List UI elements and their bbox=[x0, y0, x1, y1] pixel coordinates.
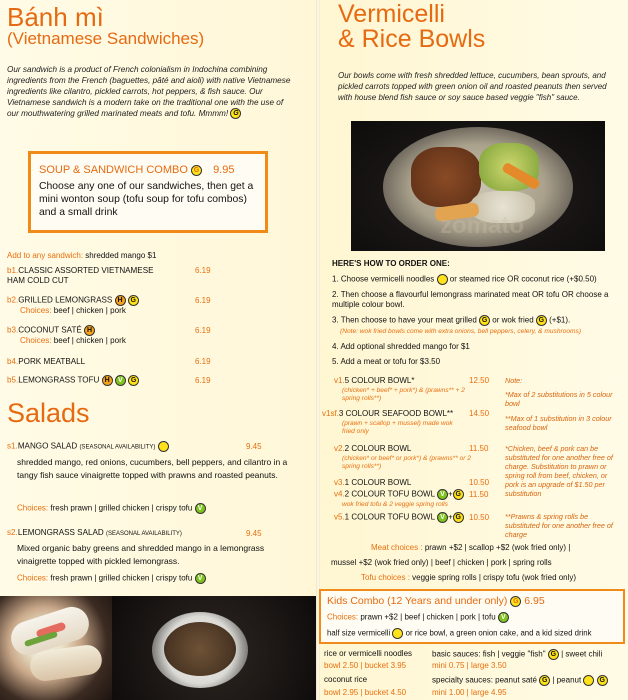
hot-icon: H bbox=[102, 375, 113, 386]
kids-desc-row bbox=[327, 628, 592, 639]
choices-label: Choices: bbox=[327, 612, 359, 622]
gluten-free-icon: G bbox=[453, 489, 464, 500]
soup-sandwich-combo-box bbox=[28, 151, 268, 233]
salad-s1-choices bbox=[17, 503, 206, 514]
choices-label: Choices: bbox=[20, 306, 52, 315]
menu-item-b2 bbox=[7, 295, 197, 316]
bowl-v2 bbox=[334, 444, 411, 454]
bowl-v1sf bbox=[322, 409, 453, 419]
choices-text: fresh prawn | grilled chicken | crispy tofu bbox=[50, 573, 193, 583]
item-price: 9.45 bbox=[246, 442, 262, 451]
banh-mi-intro-text: Our sandwich is a product of French colonialism in Indochina combining ingredients from the French (baguettes, pâté and aioli) with native Vietnamese ingredients like cilantro, pickled carrots, hot peppers, & fish sauce. Our Vietnamese sandwich is a modern take on the traditional one with the use of our mouthwatering grilled marinated meats and tofu. Mmmm! bbox=[7, 65, 291, 118]
note-2: **Max of 1 substitution in 3 colour seafood bowl bbox=[505, 414, 612, 432]
side-name: | sweet chili bbox=[561, 649, 603, 659]
salad-s2-choices bbox=[17, 573, 206, 584]
item-name: LEMONGRASS SALAD bbox=[17, 528, 104, 537]
vegetarian-icon: V bbox=[115, 375, 126, 386]
basic-sauces-row bbox=[432, 649, 602, 660]
item-sub: wok fried tofu & 2 veggie spring rolls bbox=[342, 501, 448, 508]
side-name: basic sauces: fish | veggie "fish" bbox=[432, 649, 546, 659]
gluten-free-icon: G bbox=[191, 165, 202, 176]
kids-desc: half size vermicelli bbox=[327, 628, 391, 638]
sauce bbox=[164, 622, 236, 676]
kids-combo-box bbox=[319, 589, 625, 644]
step-text: or steamed rice OR coconut rice (+$0.50) bbox=[449, 274, 597, 284]
menu-item-b3 bbox=[7, 325, 197, 346]
mild-icon bbox=[158, 441, 169, 452]
item-name: MANGO SALAD bbox=[17, 441, 78, 451]
item-note: (SEASONAL AVAILABILITY) bbox=[105, 531, 182, 537]
item-price: 10.50 bbox=[469, 513, 490, 522]
meat-choices-text-2: mussel +$2 (wok fried only) | beef | chicken | pork | spring rolls bbox=[331, 558, 552, 567]
tofu-choices-text: veggie spring rolls | crispy tofu (wok fried only) bbox=[412, 573, 577, 582]
item-number: s2. bbox=[7, 528, 18, 537]
how-to-order-title: HERE'S HOW TO ORDER ONE: bbox=[332, 259, 450, 268]
step-text: (+$1). bbox=[549, 315, 571, 325]
side-name: coconut rice bbox=[324, 675, 368, 684]
side-name: rice or vermicelli noodles bbox=[324, 649, 413, 658]
kids-choices-row bbox=[327, 612, 509, 623]
banh-mi-title: Bánh mì bbox=[7, 2, 104, 32]
combo-price: 9.95 bbox=[213, 164, 235, 176]
choices-text: beef | chicken | pork bbox=[53, 336, 126, 345]
side-prices: mini 0.75 | large 3.50 bbox=[432, 661, 507, 670]
tofu-choices-label: Tofu choices : bbox=[361, 573, 410, 582]
spring-roll-photo bbox=[0, 596, 112, 700]
step-note: (Note: wok fried bowls come with extra onions, bell peppers, celery, & mushrooms) bbox=[340, 328, 582, 335]
vegetarian-icon: V bbox=[437, 512, 448, 523]
gluten-free-icon: G bbox=[128, 295, 139, 306]
item-note: (SEASONAL AVAILABILITY) bbox=[79, 444, 156, 451]
step-text: 1. Choose vermicelli noodles bbox=[332, 274, 435, 284]
gluten-free-icon: G bbox=[510, 596, 521, 607]
mild-icon bbox=[392, 628, 403, 639]
side-prices: bowl 2.95 | bucket 4.50 bbox=[324, 688, 407, 697]
item-name: 1 COLOUR BOWL bbox=[344, 478, 412, 487]
kids-title: Kids Combo (12 Years and under only) bbox=[327, 595, 508, 607]
bowl-v1 bbox=[334, 376, 414, 386]
choices-label: Choices: bbox=[17, 573, 49, 583]
mild-icon bbox=[437, 274, 448, 285]
banh-mi-intro bbox=[7, 64, 295, 119]
item-number: b4. bbox=[7, 357, 19, 366]
item-description: shredded mango, red onions, cucumbers, bell peppers, and cilantro in a tangy fish sauce vinaigrette topped with prawns and roasted peanuts. bbox=[17, 457, 288, 480]
choices-label: Choices: bbox=[20, 336, 52, 345]
item-price: 6.19 bbox=[195, 326, 211, 335]
banh-mi-section bbox=[7, 4, 204, 48]
side-name: specialty sauces: peanut saté bbox=[432, 675, 537, 685]
dipping-sauce-photo bbox=[112, 596, 316, 700]
item-number: v1. bbox=[334, 376, 345, 385]
choices-text: fresh prawn | grilled chicken | crispy tofu bbox=[50, 503, 193, 513]
step-text: or wok fried bbox=[492, 315, 534, 325]
meat-choices-row bbox=[371, 543, 570, 553]
vermicelli-intro: Our bowls come with fresh shredded lettuce, cucumbers, bean sprouts, and pickled carrots topped with green onion oil and roasted peanuts then served with house blend fish sauce or soy sauce based veggie "fish" sauce. bbox=[338, 71, 607, 102]
tofu-choices-row bbox=[361, 573, 576, 583]
addon-label: Add to any sandwich: bbox=[7, 251, 84, 260]
salad-item-s2 bbox=[7, 528, 265, 539]
note-4: **Prawns & spring rolls be substituted for one another free of charge bbox=[505, 512, 613, 539]
vermicelli-title-block bbox=[338, 2, 485, 52]
item-number: b2. bbox=[7, 295, 19, 305]
item-number: b5. bbox=[7, 375, 19, 385]
item-number: v4. bbox=[334, 489, 345, 499]
item-price: 11.50 bbox=[469, 444, 489, 453]
bowl-v4: v4.2 COLOUR TOFU BOWL V + G bbox=[334, 489, 464, 500]
meat-choices-text: prawn +$2 | scallop +$2 (wok fried only) | bbox=[424, 543, 571, 552]
item-number: v1sf. bbox=[322, 409, 339, 418]
note-heading: Note: bbox=[505, 376, 523, 385]
item-name: 2 COLOUR TOFU BOWL bbox=[344, 489, 435, 499]
gluten-free-icon: G bbox=[479, 315, 490, 326]
gluten-free-icon: G bbox=[230, 108, 241, 119]
step-1 bbox=[332, 274, 597, 285]
item-number: b1. bbox=[7, 266, 19, 275]
hot-icon: H bbox=[115, 295, 126, 306]
gluten-free-icon: G bbox=[539, 675, 550, 686]
gluten-free-icon: G bbox=[128, 375, 139, 386]
vermicelli-title-line2: & Rice Bowls bbox=[338, 25, 486, 53]
bowl-v3 bbox=[334, 478, 411, 488]
menu-item-b5 bbox=[7, 375, 197, 386]
item-number: b3. bbox=[7, 325, 19, 335]
item-price: 10.50 bbox=[469, 478, 490, 487]
side-prices: mini 1.00 | large 4.95 bbox=[432, 688, 507, 697]
item-sub: (prawn + scallop + mussel) made wok fried only bbox=[342, 420, 453, 435]
item-description: Mixed organic baby greens and shredded mango in a lemongrass vinaigrette topped with pickled lemongrass. bbox=[17, 543, 265, 566]
menu-item-b1 bbox=[7, 266, 157, 286]
salads-title: Salads bbox=[7, 398, 90, 428]
vegetarian-icon: V bbox=[195, 573, 206, 584]
menu-item-b4 bbox=[7, 357, 85, 367]
grilled-meat bbox=[411, 147, 481, 207]
vermicelli-title-line1: Vermicelli bbox=[338, 0, 445, 28]
side-name: | peanut bbox=[552, 675, 582, 685]
addon-row bbox=[7, 251, 156, 261]
step-4: 4. Add optional shredded mango for $1 bbox=[332, 342, 470, 351]
kids-desc: or rice bowl, a green onion cake, and a kid sized drink bbox=[405, 628, 592, 638]
combo-title: SOUP & SANDWICH COMBO bbox=[39, 164, 188, 176]
item-price: 11.50 bbox=[469, 490, 489, 499]
item-name: 3 COLOUR SEAFOOD BOWL** bbox=[338, 409, 454, 418]
item-name: CLASSIC ASSORTED VIETNAMESE HAM COLD CUT bbox=[7, 266, 154, 285]
item-number: v5. bbox=[334, 512, 345, 522]
salad-item-s1 bbox=[7, 441, 265, 453]
step-3 bbox=[332, 315, 570, 326]
choices-text: prawn +$2 | beef | chicken | pork | tofu bbox=[360, 612, 496, 622]
banh-mi-subtitle: (Vietnamese Sandwiches) bbox=[7, 29, 205, 48]
item-name: COCONUT SATÉ bbox=[18, 325, 82, 335]
specialty-sauces-row bbox=[432, 675, 608, 686]
item-name: PORK MEATBALL bbox=[18, 357, 86, 366]
gluten-free-icon: G bbox=[536, 315, 547, 326]
item-price: 6.19 bbox=[195, 296, 211, 305]
gluten-free-icon: G bbox=[453, 512, 464, 523]
item-price: 6.19 bbox=[195, 266, 211, 275]
kids-title-row bbox=[327, 595, 545, 607]
item-name: 2 COLOUR BOWL bbox=[344, 444, 412, 453]
item-name: 5 COLOUR BOWL* bbox=[344, 376, 415, 385]
item-price: 12.50 bbox=[469, 376, 490, 385]
side-prices: bowl 2.50 | bucket 3.95 bbox=[324, 661, 407, 670]
addon-text: shredded mango $1 bbox=[85, 251, 157, 260]
gluten-free-icon: G bbox=[597, 675, 608, 686]
meat-choices-label: Meat choices : bbox=[371, 543, 423, 552]
choices-text: beef | chicken | pork bbox=[53, 306, 126, 315]
item-sub: (chicken* + beef* + pork*) & (prawns** + 2 spring rolls**) bbox=[342, 387, 465, 402]
item-sub: (chicken* or beef* or pork*) & (prawns** or 2 spring rolls**) bbox=[342, 455, 471, 470]
gluten-free-icon: G bbox=[548, 649, 559, 660]
item-name: 1 COLOUR TOFU BOWL bbox=[344, 512, 435, 522]
vegetarian-icon: V bbox=[498, 612, 509, 623]
item-number: v2. bbox=[334, 444, 345, 453]
kids-price: 6.95 bbox=[524, 595, 545, 607]
item-price: 6.19 bbox=[195, 357, 211, 366]
bowl-v5: v5.1 COLOUR TOFU BOWL V + G bbox=[334, 512, 464, 523]
item-name: GRILLED LEMONGRASS bbox=[18, 295, 113, 305]
item-price: 14.50 bbox=[469, 409, 490, 418]
combo-title-row bbox=[39, 164, 234, 176]
combo-text: Choose any one of our sandwiches, then get a mini wonton soup (tofu soup for tofu combos) and a small drink bbox=[39, 181, 254, 218]
vegetarian-icon: V bbox=[195, 503, 206, 514]
choices-label: Choices: bbox=[17, 503, 49, 513]
step-2: 2. Then choose a flavourful lemongrass marinated meat OR tofu OR choose a multiple colour bowl. bbox=[332, 290, 609, 309]
item-name: LEMONGRASS TOFU bbox=[18, 375, 100, 385]
note-3: *Chicken, beef & pork can be substituted for one another free of charge. Substitution to prawn or spring roll from beef, chicken, or pork is an upgrade of $1.50 per substitution bbox=[505, 444, 613, 498]
vegetarian-icon: V bbox=[437, 489, 448, 500]
watermark: zomato bbox=[440, 212, 524, 239]
item-price: 9.45 bbox=[246, 529, 262, 538]
hot-icon: H bbox=[84, 325, 95, 336]
item-price: 6.19 bbox=[195, 376, 211, 385]
step-text: 3. Then choose to have your meat grilled bbox=[332, 315, 477, 325]
item-number: s1. bbox=[7, 441, 18, 451]
mild-icon bbox=[583, 675, 594, 686]
note-1: *Max of 2 substitutions in 5 colour bowl bbox=[505, 390, 613, 408]
item-number: v3. bbox=[334, 478, 345, 487]
step-5: 5. Add a meat or tofu for $3.50 bbox=[332, 357, 441, 366]
